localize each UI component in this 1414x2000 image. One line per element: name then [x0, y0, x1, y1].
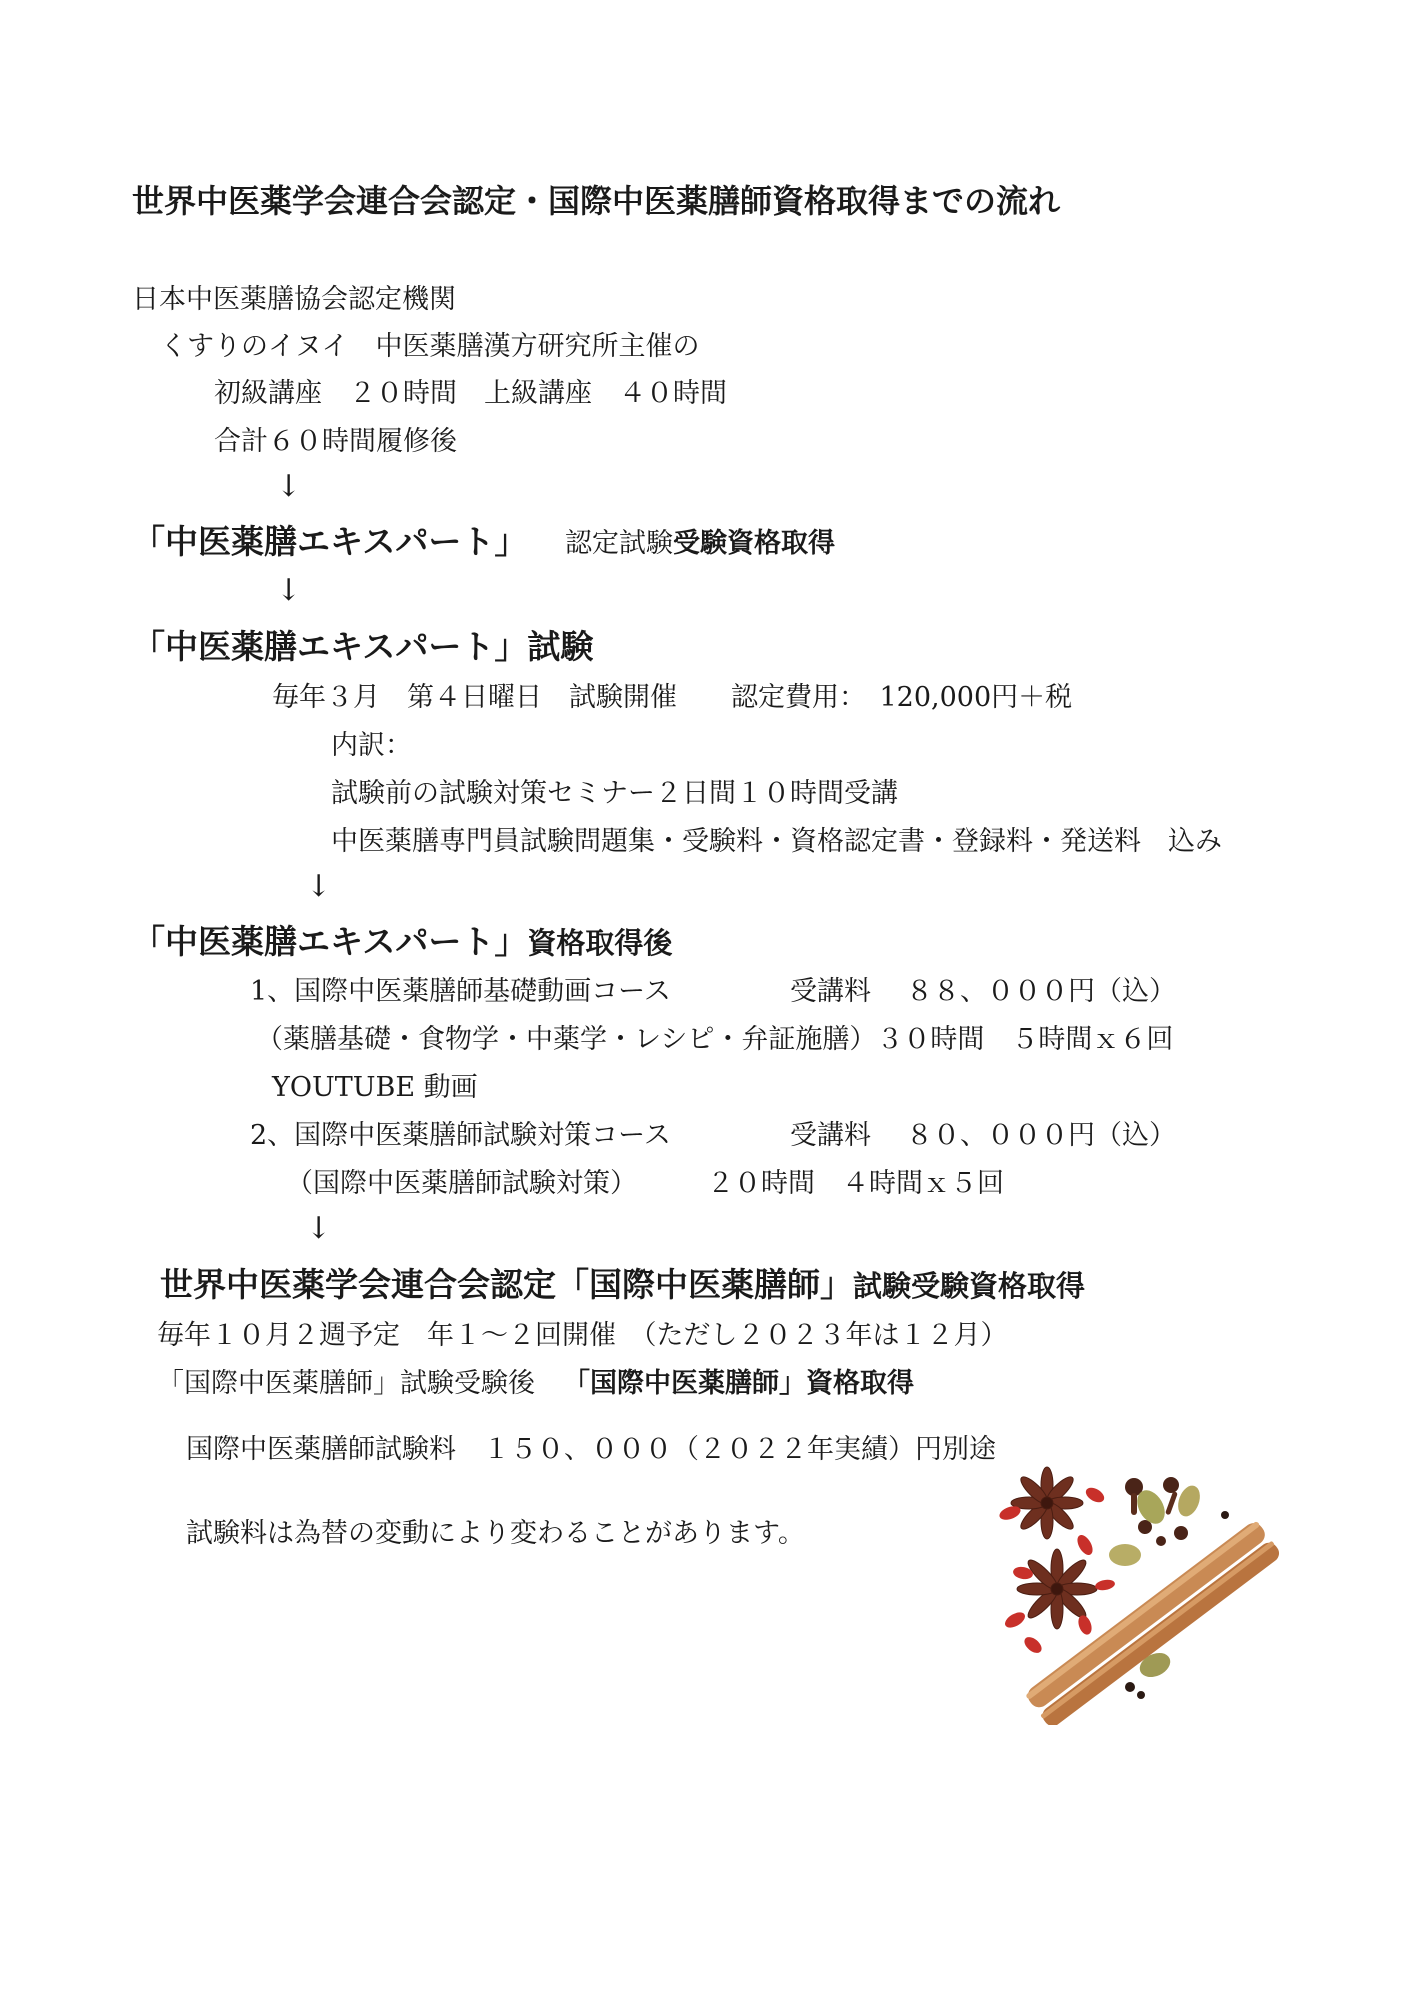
course2-detail: （国際中医薬膳師試験対策） [286, 1168, 637, 1199]
breakdown-included: 中医薬膳専門員試験問題集・受験料・資格認定書・登録料・発送料 込み [331, 826, 1222, 857]
international-heading [160, 1265, 1086, 1304]
after-exam-normal: 「国際中医薬膳師」試験受験後 [157, 1368, 535, 1399]
cinnamon-stick-icon [1024, 1519, 1283, 1725]
after-exam-bold: 「国際中医薬膳師」資格取得 [563, 1368, 914, 1399]
expert-exam-heading: 「中医薬膳エキスパート」試験 [132, 627, 594, 666]
spice-illustration [985, 1455, 1295, 1725]
international-after-exam [157, 1370, 914, 1397]
international-schedule: 毎年１０月２週予定 年１～２回開催 （ただし２０２３年は１２月） [157, 1320, 1008, 1351]
total-hours: 合計６０時間履修後 [214, 426, 457, 457]
expert-note-bold: 受験資格取得 [673, 528, 835, 559]
expert-heading: 「中医薬膳エキスパート」 [132, 522, 528, 561]
flow-arrow: ↓ [306, 869, 332, 904]
expert-qualification-note [565, 530, 835, 557]
course2-fee-label: 受講料 [790, 1120, 871, 1151]
breakdown-label: 内訳： [331, 730, 412, 761]
expert-note-normal: 認定試験 [565, 528, 673, 559]
international-heading-main: 世界中医薬学会連合会認定「国際中医薬膳師」 [160, 1265, 853, 1304]
course1-fee: ８８、０００円（込） [906, 976, 1176, 1007]
course2-hours: ２０時間 ４時間ｘ５回 [707, 1168, 1004, 1199]
after-expert-heading [132, 922, 673, 961]
flow-arrow: ↓ [306, 1211, 332, 1246]
certifying-org: 日本中医薬膳協会認定機関 [132, 284, 456, 315]
course2-fee: ８０、０００円（込） [906, 1120, 1176, 1151]
international-heading-suffix: 試験受験資格取得 [853, 1269, 1086, 1303]
course1-name: 1、国際中医薬膳師基礎動画コース [250, 976, 671, 1007]
course1-detail: （薬膳基礎・食物学・中薬学・レシピ・弁証施膳）３０時間 ５時間ｘ６回 [256, 1024, 1174, 1055]
after-expert-heading-suffix: 資格取得後 [527, 926, 673, 960]
exam-schedule: 毎年３月 第４日曜日 試験開催 認定費用： 120,000円＋税 [272, 682, 1073, 713]
flow-arrow: ↓ [276, 573, 302, 608]
page-title: 世界中医薬学会連合会認定・国際中医薬膳師資格取得までの流れ [132, 182, 1061, 220]
exchange-rate-note: 試験料は為替の変動により変わることがあります。 [186, 1518, 805, 1549]
host-org: くすりのイヌイ 中医薬膳漢方研究所主催の [160, 331, 700, 362]
course1-fee-label: 受講料 [790, 976, 871, 1007]
breakdown-seminar: 試験前の試験対策セミナー２日間１０時間受講 [331, 778, 898, 809]
after-expert-heading-main: 「中医薬膳エキスパート」 [132, 922, 528, 961]
international-exam-fee: 国際中医薬膳師試験料 １５０、０００（２０２２年実績）円別途 [186, 1434, 996, 1465]
course1-media: YOUTUBE 動画 [272, 1072, 478, 1103]
course2-name: 2、国際中医薬膳師試験対策コース [250, 1120, 671, 1151]
flow-arrow: ↓ [276, 469, 302, 504]
course-hours: 初級講座 ２０時間 上級講座 ４０時間 [214, 378, 727, 409]
